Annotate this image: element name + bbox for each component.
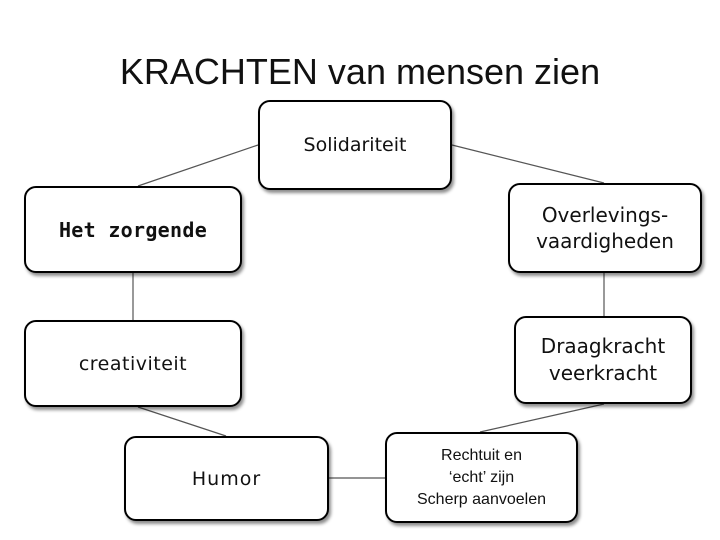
node-het-zorgende-label: Het zorgende (58, 217, 208, 242)
node-rechtuit-line1: Rechtuit en (441, 446, 522, 464)
node-solidariteit (258, 100, 452, 190)
node-overlevings-line2: vaardigheden (536, 229, 674, 253)
node-draagkracht-line1: Draagkracht (540, 334, 666, 358)
node-creativiteit (24, 320, 242, 407)
connector-solidariteit-overlevings (452, 145, 604, 183)
page-title: KRACHTEN van mensen zien (119, 51, 601, 92)
connector-creativiteit-humor (138, 407, 226, 436)
connector-rechtuit-draagkracht (480, 404, 604, 432)
node-het-zorgende (24, 186, 242, 273)
node-rechtuit-line2: ‘echt’ zijn (448, 468, 515, 486)
node-solidariteit-label: Solidariteit (303, 134, 407, 156)
connector-solidariteit-zorgende (138, 145, 258, 186)
node-creativiteit-label: creativiteit (78, 352, 188, 375)
node-rechtuit-line3: Scherp aanvoelen (417, 490, 546, 508)
node-humor (124, 436, 329, 521)
node-overlevings-line1: Overlevings- (541, 203, 669, 227)
node-humor-label: Humor (191, 467, 262, 490)
node-rechtuit (385, 432, 578, 523)
node-draagkracht-line2: veerkracht (548, 361, 658, 385)
node-overlevingsvaardigheden (508, 183, 702, 273)
node-draagkracht (514, 316, 692, 404)
